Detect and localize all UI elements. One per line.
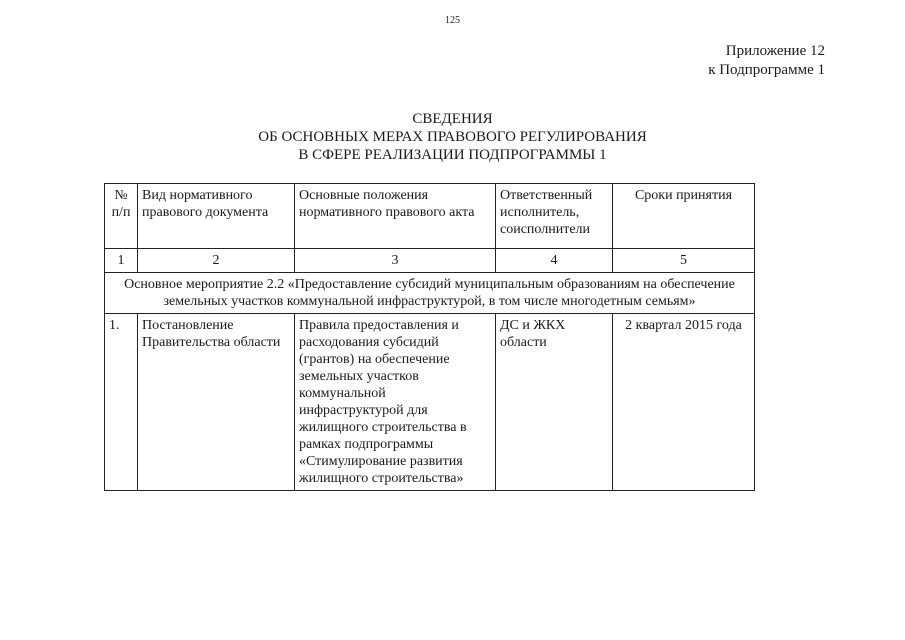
header-executor: Ответственный исполнитель, соисполнители <box>496 184 613 249</box>
page-number: 125 <box>445 15 460 26</box>
header-doc-type: Вид нормативного правового документа <box>138 184 295 249</box>
column-number: 2 <box>138 249 295 273</box>
section-row <box>105 273 755 314</box>
column-number: 4 <box>496 249 613 273</box>
title-line-1: СВЕДЕНИЯ <box>412 111 493 127</box>
header-number: № п/п <box>105 184 138 249</box>
row-doc-type: Постановление Правительства области <box>138 314 295 491</box>
row-number: 1. <box>105 314 138 491</box>
column-number: 1 <box>105 249 138 273</box>
title-line-2: ОБ ОСНОВНЫХ МЕРАХ ПРАВОВОГО РЕГУЛИРОВАНИЯ <box>258 129 647 145</box>
appendix-line-1: Приложение 12 <box>725 43 825 59</box>
row-executor: ДС и ЖКХ области <box>496 314 613 491</box>
column-number: 5 <box>613 249 755 273</box>
header-provisions: Основные положения нормативного правового акта <box>295 184 496 249</box>
header-deadline: Сроки принятия <box>613 184 755 249</box>
legal-measures-table <box>104 183 755 491</box>
table-header-row <box>105 184 755 249</box>
title-line-3: В СФЕРЕ РЕАЛИЗАЦИИ ПОДПРОГРАММЫ 1 <box>298 147 607 163</box>
table-row <box>105 314 755 491</box>
row-provisions: Правила предоставления и расходования субсидий (грантов) на обеспечение земельных участков коммунальной инфраструктурой для жилищного строительства в рамках подпрограммы «Стимулирование развития жилищного строительства» <box>295 314 496 491</box>
appendix-note <box>708 42 825 80</box>
appendix-line-2: к Подпрограмме 1 <box>708 62 825 78</box>
column-number-row <box>105 249 755 273</box>
document-title <box>0 110 905 164</box>
row-deadline: 2 квартал 2015 года <box>613 314 755 491</box>
column-number: 3 <box>295 249 496 273</box>
section-title: Основное мероприятие 2.2 «Предоставление субсидий муниципальным образованиям на обеспечение земельных участков коммунальной инфраструктурой, в том числе многодетным семьям» <box>105 273 755 314</box>
